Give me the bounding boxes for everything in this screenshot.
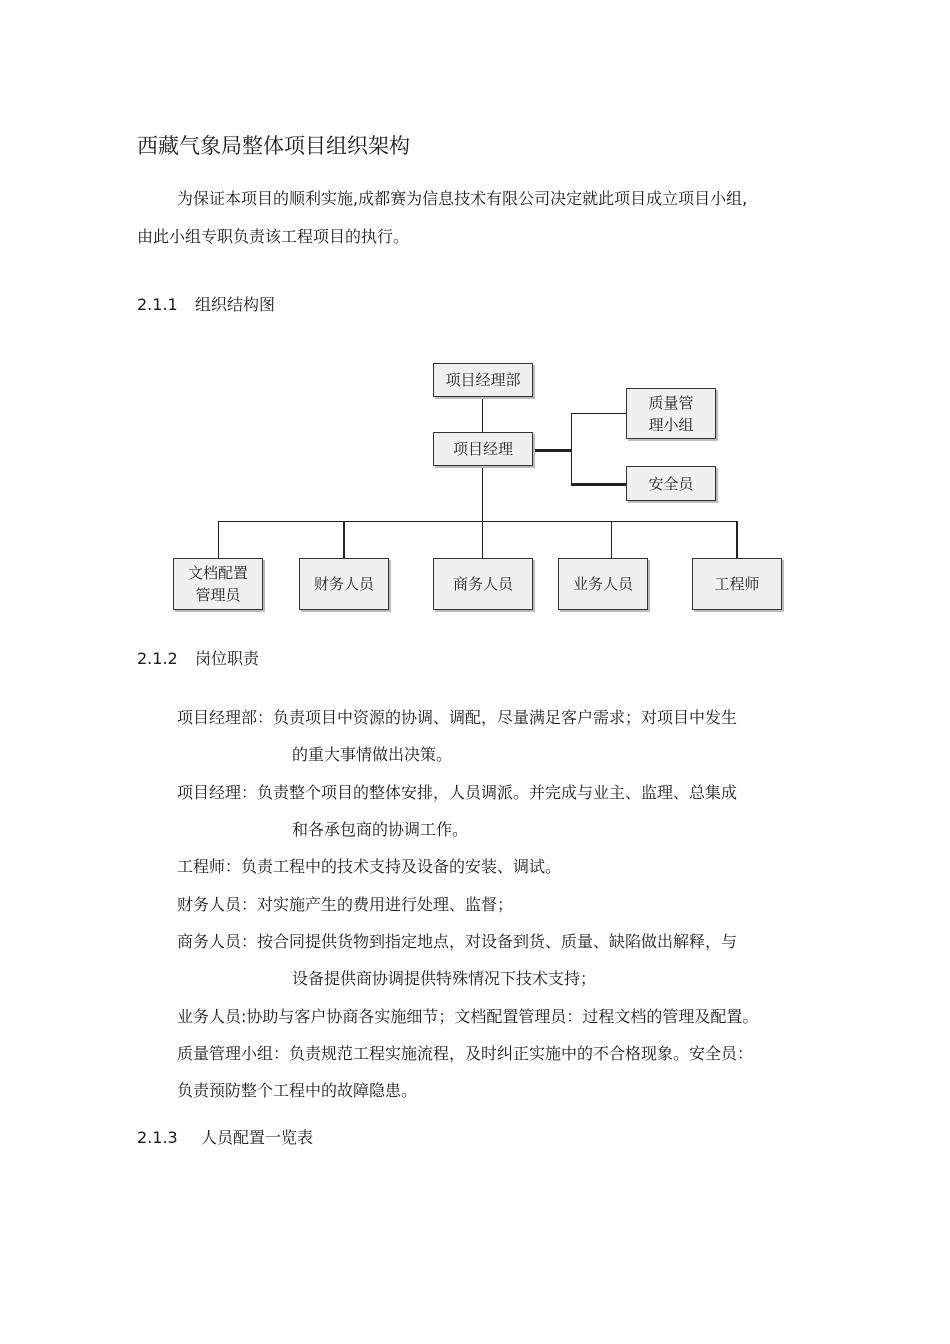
org-box-quality-line2: 理小组 <box>648 415 694 434</box>
duty-line-7: 商务人员：按合同提供货物到指定地点，对设备到货、质量、缺陷做出解释，与 <box>177 932 738 951</box>
duty-line-6: 财务人员：对实施产生的费用进行处理、监督； <box>177 895 514 914</box>
duty-line-8: 设备提供商协调提供特殊情况下技术支持； <box>292 969 597 988</box>
connector-manager-down <box>482 466 483 558</box>
org-box-quality <box>626 388 716 439</box>
connector-to-business <box>611 521 612 558</box>
org-box-safety: 安全员 <box>626 466 716 501</box>
org-box-business: 业务人员 <box>558 558 648 610</box>
page-title: 西藏气象局整体项目组织架构 <box>137 134 410 158</box>
org-box-engineer: 工程师 <box>692 558 782 610</box>
section-number: 2.1.2 <box>137 649 178 668</box>
connector-to-doc <box>218 521 219 558</box>
duty-line-9: 业务人员:协助与客户协商各实施细节；文档配置管理员：过程文档的管理及配置。 <box>177 1007 759 1026</box>
duty-line-3: 项目经理：负责整个项目的整体安排，人员调派。并完成与业主、监理、总集成 <box>177 783 738 802</box>
section-number: 2.1.3 <box>137 1128 178 1147</box>
section-heading-2-1-3 <box>137 1125 313 1148</box>
section-number: 2.1.1 <box>137 295 178 314</box>
section-title: 岗位职责 <box>195 649 260 668</box>
connector-side-vertical <box>571 413 572 485</box>
connector-horizontal-bar <box>218 521 738 522</box>
section-heading-2-1-1 <box>137 292 275 315</box>
connector-to-safety <box>571 483 626 486</box>
section-title: 组织结构图 <box>195 295 276 314</box>
duty-line-5: 工程师：负责工程中的技术支持及设备的安装、调试。 <box>177 857 562 876</box>
org-box-quality-line1: 质量管 <box>648 393 694 412</box>
org-box-doc <box>173 558 263 610</box>
connector-to-engineer <box>736 521 738 558</box>
duty-line-11: 负责预防整个工程中的故障隐患。 <box>177 1081 418 1100</box>
connector-to-quality <box>571 413 626 414</box>
org-box-dept: 项目经理部 <box>433 363 533 397</box>
org-box-finance: 财务人员 <box>299 558 389 610</box>
duty-line-1: 项目经理部：负责项目中资源的协调、调配，尽量满足客户需求；对项目中发生 <box>177 708 738 727</box>
duty-line-2: 的重大事情做出决策。 <box>292 745 453 764</box>
intro-line-2: 由此小组专职负责该工程项目的执行。 <box>137 227 410 246</box>
org-box-doc-line2: 管理员 <box>195 586 241 604</box>
org-box-manager: 项目经理 <box>433 432 533 466</box>
connector-to-finance <box>343 521 345 558</box>
duty-line-10: 质量管理小组：负责规范工程实施流程，及时纠正实施中的不合格现象。安全员： <box>177 1044 754 1063</box>
connector-manager-side <box>532 449 572 452</box>
connector-dept-manager <box>482 396 483 432</box>
duty-line-4: 和各承包商的协调工作。 <box>292 820 469 839</box>
intro-line-1: 为保证本项目的顺利实施,成都赛为信息技术有限公司决定就此项目成立项目小组, <box>177 189 748 208</box>
org-box-commerce: 商务人员 <box>433 558 533 610</box>
section-title: 人员配置一览表 <box>201 1128 314 1147</box>
org-box-doc-line1: 文档配置 <box>187 564 248 582</box>
section-heading-2-1-2 <box>137 646 259 669</box>
